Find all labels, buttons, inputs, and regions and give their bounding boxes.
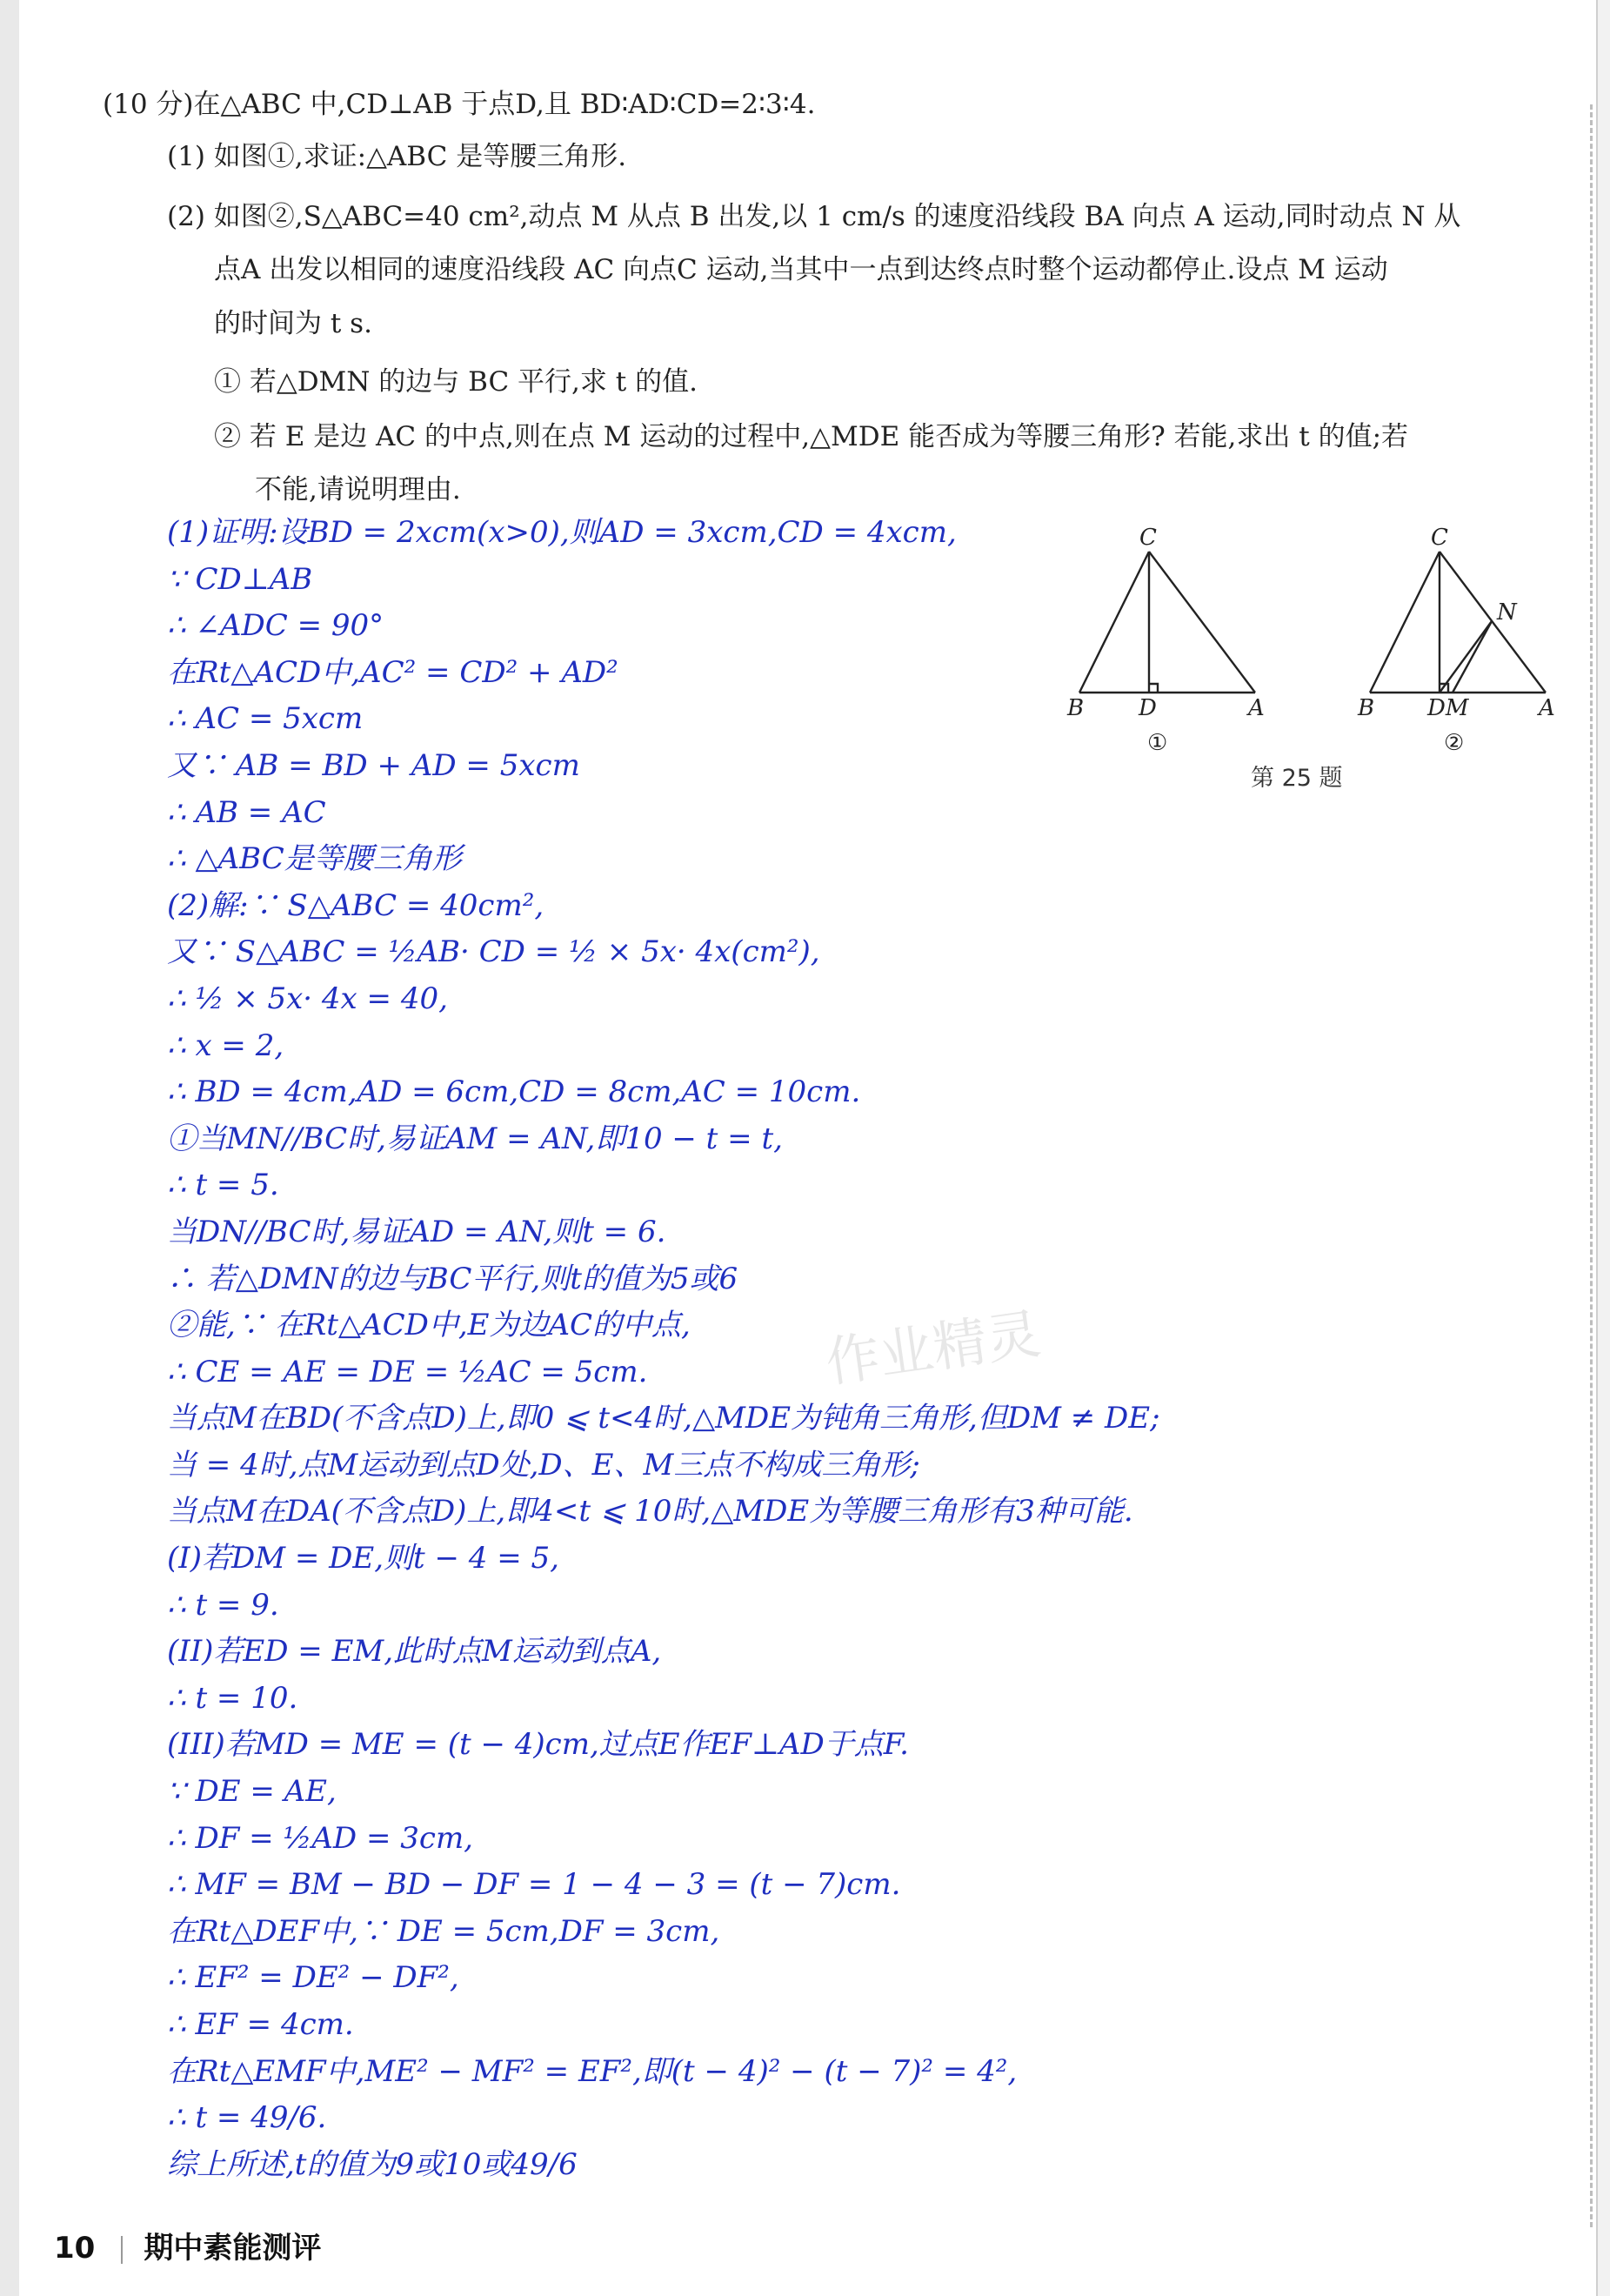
solution-line: ∴ CE = AE = DE = ½AC = 5cm. — [167, 1354, 648, 1389]
page-edge-right — [1596, 0, 1610, 2296]
fig2-label-C: C — [1431, 525, 1448, 551]
solution-line: 在Rt△ACD中,AC² = CD² + AD² — [167, 654, 618, 690]
solution-line: (2)解:∵ S△ABC = 40cm², — [167, 887, 544, 923]
solution-line: 当DN//BC时,易证AD = AN,则t = 6. — [167, 1214, 666, 1249]
fig2-label-A: A — [1539, 695, 1555, 721]
solution-line: (II)若ED = EM,此时点M运动到点A, — [167, 1634, 662, 1670]
fig1-label-B: B — [1067, 695, 1085, 721]
solution-line: 当 = 4时,点M运动到点D处,D、E、M三点不构成三角形; — [167, 1447, 920, 1483]
fig1-label-D: D — [1139, 695, 1157, 721]
solution-line: ∴ t = 9. — [167, 1587, 279, 1623]
solution-line: ∴ 若△DMN的边与BC平行,则t的值为5或6 — [167, 1261, 738, 1296]
figure-caption: 第 25 题 — [1251, 765, 1343, 792]
solution-line: ∴ AB = AC — [167, 794, 326, 830]
question-line-4: 点A 出发以相同的速度沿线段 AC 向点C 运动,当其中一点到达终点时整个运动都停止.设点 M 运动 — [214, 254, 1388, 285]
binding-dashed-line — [1590, 104, 1593, 2227]
page-edge-left — [0, 0, 19, 2296]
solution-line: (III)若MD = ME = (t − 4)cm,过点E作EF⊥AD于点F. — [167, 1727, 909, 1763]
question-line-8: 不能,请说明理由. — [255, 474, 461, 505]
question-line-5: 的时间为 t s. — [214, 308, 372, 339]
solution-line: ①当MN//BC时,易证AM = AN,即10 − t = t, — [167, 1121, 783, 1156]
page-footer — [54, 2224, 321, 2266]
question-line-7: ② 若 E 是边 AC 的中点,则在点 M 运动的过程中,△MDE 能否成为等腰三角形? 若能,求出 t 的值;若 — [214, 421, 1409, 452]
solution-line: ∴ EF = 4cm. — [167, 2007, 354, 2042]
solution-line: (1)证明:设BD = 2xcm(x>0),则AD = 3xcm,CD = 4xcm, — [167, 515, 957, 550]
fig2-label-N: N — [1497, 599, 1517, 626]
solution-line: ∴ AC = 5xcm — [167, 701, 364, 737]
solution-line: 在Rt△EMF中,ME² − MF² = EF²,即(t − 4)² − (t − 7)² = 4², — [167, 2053, 1018, 2089]
solution-line: 当点M在DA(不含点D)上,即4<t ⩽ 10时,△MDE为等腰三角形有3种可能. — [167, 1494, 1133, 1530]
solution-line: ∵ DE = AE, — [167, 1774, 337, 1810]
solution-line: ∵ CD⊥AB — [167, 561, 313, 597]
solution-line: ∴ t = 5. — [167, 1168, 279, 1203]
solution-line: ∴ MF = BM − BD − DF = 1 − 4 − 3 = (t − 7)cm. — [167, 1867, 901, 1903]
question-line-3: (2) 如图②,S△ABC=40 cm²,动点 M 从点 B 出发,以 1 cm/s 的速度沿线段 BA 向点 A 运动,同时动点 N 从 — [167, 201, 1461, 232]
footer-divider — [121, 2236, 123, 2264]
solution-line: 又∵ S△ABC = ½AB· CD = ½ × 5x· 4x(cm²), — [167, 934, 820, 970]
page-number: 10 — [54, 2231, 96, 2266]
solution-line: ②能,∵ 在Rt△ACD中,E为边AC的中点, — [167, 1308, 691, 1343]
question-line-1 — [103, 87, 815, 122]
question-line-2: (1) 如图①,求证:△ABC 是等腰三角形. — [167, 141, 627, 172]
solution-line: ∴ x = 2, — [167, 1028, 284, 1063]
fig2-label-B: B — [1358, 695, 1375, 721]
solution-line: 综上所述,t的值为9或10或49/6 — [167, 2146, 578, 2182]
figure-2 — [1370, 552, 1546, 693]
solution-line: ∴ DF = ½AD = 3cm, — [167, 1820, 473, 1856]
question-text: (10 分)在△ABC 中,CD⊥AB 于点D,且 BD∶AD∶CD=2∶3∶4. — [103, 89, 816, 120]
question-line-6: ① 若△DMN 的边与 BC 平行,求 t 的值. — [214, 366, 698, 398]
solution-line: 当点M在BD(不含点D)上,即0 ⩽ t<4时,△MDE为钝角三角形,但DM ≠ DE; — [167, 1401, 1160, 1436]
solution-line: ∴ ½ × 5x· 4x = 40, — [167, 981, 448, 1016]
solution-line: 又∵ AB = BD + AD = 5xcm — [167, 747, 580, 783]
fig2-label-DM: DM — [1427, 695, 1469, 721]
fig2-number: ② — [1444, 730, 1465, 756]
solution-line: ∴ ∠ADC = 90° — [167, 608, 384, 644]
watermark: 作业精灵 — [821, 1302, 1045, 1395]
solution-line: ∴ EF² = DE² − DF², — [167, 1960, 459, 1996]
solution-line: ∴ △ABC是等腰三角形 — [167, 841, 462, 877]
fig1-label-C: C — [1139, 525, 1157, 551]
solution-line: (I)若DM = DE,则t − 4 = 5, — [167, 1541, 559, 1576]
fig1-number: ① — [1147, 730, 1168, 756]
solution-line: ∴ t = 10. — [167, 1680, 298, 1716]
solution-line: 在Rt△DEF中,∵ DE = 5cm,DF = 3cm, — [167, 1913, 720, 1949]
solution-line: ∴ t = 49/6. — [167, 2100, 327, 2136]
section-title: 期中素能测评 — [144, 2231, 322, 2266]
fig1-label-A: A — [1248, 695, 1265, 721]
solution-line: ∴ BD = 4cm,AD = 6cm,CD = 8cm,AC = 10cm. — [167, 1074, 861, 1110]
figure-1 — [1079, 552, 1255, 693]
